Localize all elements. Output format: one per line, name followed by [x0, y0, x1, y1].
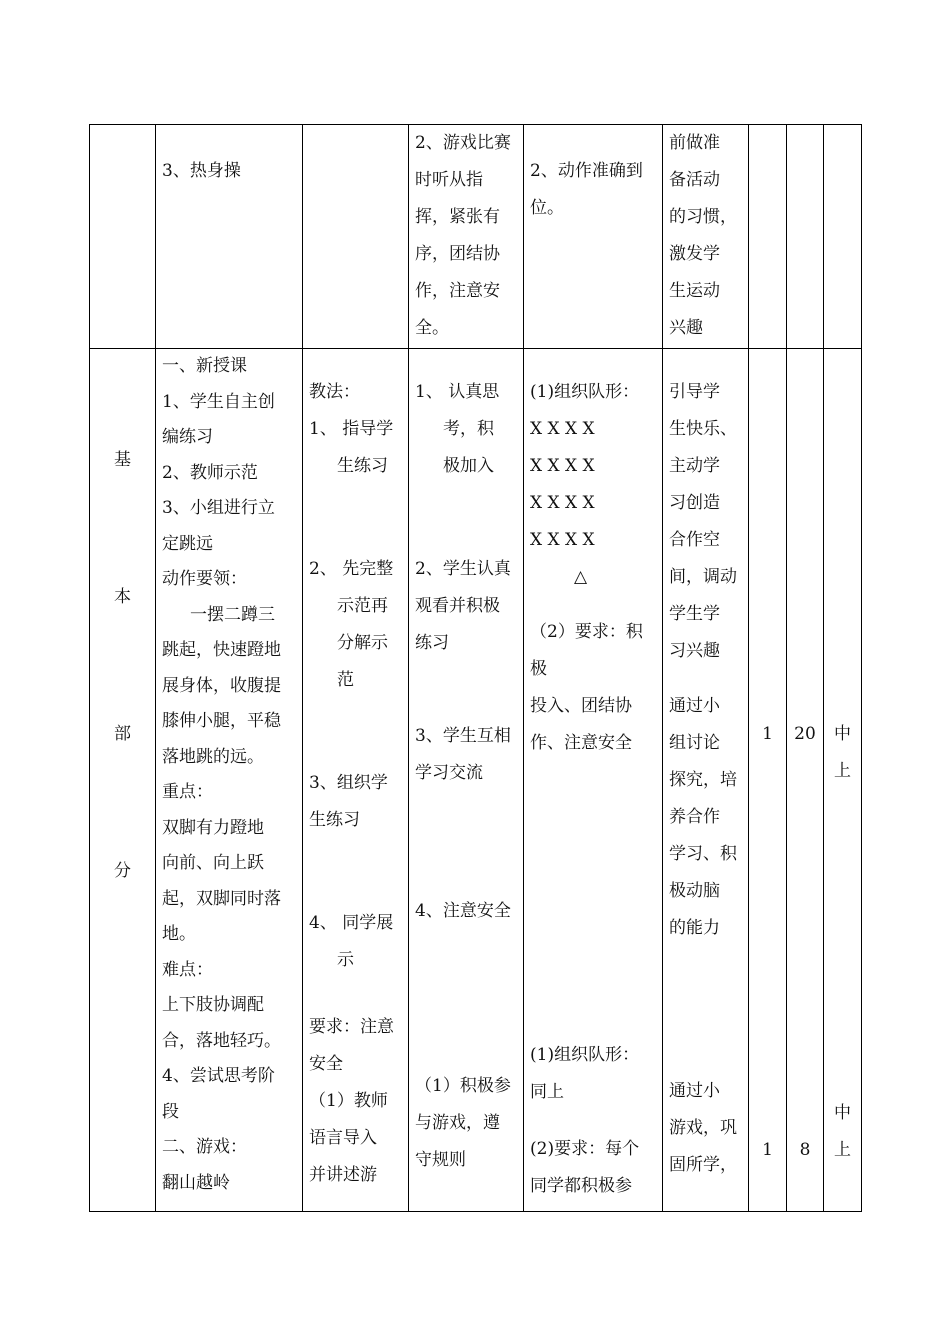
student-line: 挥，紧张有 [415, 207, 500, 227]
content-cell [156, 125, 303, 349]
student-line: 学习交流 [415, 763, 483, 783]
teacher-line: （1）教师 [309, 1091, 388, 1111]
teacher-line: 分解示 [337, 633, 388, 653]
purpose-line: 激发学 [669, 244, 720, 264]
content-line: 段 [162, 1101, 179, 1122]
student-line: 1、 认真思 [415, 382, 500, 402]
student-line: （1）积极参 [415, 1076, 511, 1096]
purpose-line: 生快乐、 [669, 419, 737, 439]
content-line: 地。 [162, 924, 196, 944]
content-line: 跳起，快速蹬地 [162, 640, 281, 660]
content-line: 翻山越岭 [162, 1172, 230, 1193]
content-line: 二、游戏： [162, 1137, 247, 1157]
content-line: 编练习 [162, 427, 213, 447]
section-cell [90, 125, 156, 349]
purpose-line: 游戏，巩 [669, 1118, 737, 1138]
content-line: 4、尝试思考阶 [162, 1066, 275, 1086]
content-cell [156, 349, 303, 1212]
teacher-position-icon: △ [574, 567, 588, 587]
minutes-cell [787, 125, 824, 349]
student-line: 2、学生认真 [415, 559, 511, 579]
org-line: （2）要求：积极 [530, 622, 643, 679]
lesson-plan-table [89, 124, 862, 1212]
content-line: 展身体，收腹提 [162, 675, 281, 696]
purpose-line: 的习惯， [669, 207, 737, 227]
times-cell [749, 349, 787, 1212]
content-line: 2、教师示范 [162, 462, 258, 483]
purpose-line: 固所学， [669, 1155, 737, 1175]
organization-cell [524, 125, 663, 349]
teacher-line: 教法： [309, 382, 360, 402]
purpose-cell [663, 125, 749, 349]
purpose-line: 合作空 [669, 530, 720, 550]
intensity-char: 中 [834, 724, 851, 744]
content-line: 向前、向上跃 [162, 853, 264, 873]
org-line: 同学都积极参 [530, 1176, 632, 1196]
content-line: 一、新授课 [162, 356, 247, 376]
purpose-line: 兴趣 [669, 318, 703, 338]
student-line: 极加入 [443, 456, 494, 476]
warmup-text: 3、热身操 [162, 161, 241, 181]
student-line: 与游戏，遵 [415, 1113, 500, 1133]
content-line: 重点： [162, 782, 213, 802]
purpose-line: 习兴趣 [669, 641, 720, 661]
minutes-cell [787, 349, 824, 1212]
organization-cell [524, 349, 663, 1212]
student-line: 考，积 [443, 419, 494, 439]
teacher-cell [303, 125, 409, 349]
purpose-cell [663, 349, 749, 1212]
content-line: 3、小组进行立 [162, 498, 275, 518]
student-line: 全。 [415, 318, 449, 338]
table-row [90, 125, 862, 349]
teacher-cell [303, 349, 409, 1212]
purpose-line: 间，调动 [669, 567, 737, 587]
content-line: 上下肢协调配 [162, 995, 264, 1015]
student-line: 守规则 [415, 1150, 466, 1170]
intensity-cell [824, 125, 862, 349]
formation-row: X X X X [530, 419, 595, 439]
section-label-char: 基 [114, 450, 131, 470]
purpose-line: 前做准 [669, 133, 720, 153]
student-line: 4、注意安全 [415, 901, 511, 921]
purpose-line: 生运动 [669, 281, 720, 301]
org-line: 同上 [530, 1082, 564, 1102]
content-line: 合，落地轻巧。 [162, 1030, 281, 1051]
content-line: 落地跳的远。 [162, 746, 264, 767]
content-line: 动作要领： [162, 569, 247, 589]
purpose-line: 学习、积 [669, 844, 737, 864]
purpose-line: 引导学 [669, 382, 720, 402]
formation-row: X X X X [530, 456, 595, 476]
purpose-line: 探究，培 [669, 770, 737, 790]
section-label-cell [90, 349, 156, 1212]
table-row [90, 349, 862, 1212]
student-line: 时听从指 [415, 170, 483, 190]
teacher-line: 4、 同学展 [309, 913, 394, 933]
section-label-char: 本 [114, 587, 131, 607]
teacher-line: 2、 先完整 [309, 559, 394, 579]
purpose-line: 的能力 [669, 918, 720, 938]
minutes-value: 8 [799, 1140, 811, 1160]
content-line: 难点： [162, 959, 213, 980]
purpose-line: 通过小 [669, 1081, 720, 1101]
teacher-line: 1、 指导学 [309, 419, 394, 439]
intensity-cell [824, 349, 862, 1212]
content-line: 1、学生自主创 [162, 391, 275, 412]
student-line: 作，注意安 [415, 281, 500, 301]
times-cell [749, 125, 787, 349]
content-line: 起，双脚同时落 [162, 888, 281, 909]
intensity-char: 中 [834, 1103, 851, 1123]
purpose-line: 备活动 [669, 170, 720, 190]
teacher-line: 并讲述游 [309, 1165, 377, 1185]
purpose-line: 极动脑 [669, 881, 720, 901]
student-line: 3、学生互相 [415, 726, 511, 746]
section-label-char: 部 [114, 724, 131, 744]
purpose-line: 学生学 [669, 604, 720, 624]
content-line: 定跳远 [162, 533, 213, 554]
section-label-char: 分 [114, 861, 131, 881]
student-line: 序，团结协 [415, 244, 500, 264]
student-cell [409, 349, 524, 1212]
intensity-char: 上 [834, 1140, 851, 1160]
teacher-line: 语言导入 [309, 1128, 377, 1148]
formation-row: X X X X [530, 530, 595, 550]
org-line: (1)组织队形： [530, 1045, 640, 1065]
teacher-line: 生练习 [309, 810, 360, 830]
times-value: 1 [762, 1140, 773, 1160]
intensity-char: 上 [834, 761, 851, 781]
times-value: 1 [762, 724, 773, 744]
student-line: 观看并积极 [415, 596, 500, 616]
student-cell [409, 125, 524, 349]
content-line: 双脚有力蹬地 [162, 817, 264, 838]
purpose-line: 组讨论 [669, 733, 720, 753]
purpose-line: 养合作 [669, 807, 720, 827]
student-line: 练习 [415, 633, 449, 653]
org-line: 投入、团结协 [530, 696, 632, 716]
purpose-line: 主动学 [669, 456, 720, 476]
teacher-line: 示范再 [337, 596, 388, 616]
purpose-line: 通过小 [669, 696, 720, 716]
org-line: (2)要求：每个 [530, 1139, 640, 1159]
org-line: 位。 [530, 198, 564, 218]
org-line: 作、注意安全 [530, 733, 632, 753]
teacher-line: 要求：注意 [309, 1017, 394, 1037]
org-line: (1)组织队形： [530, 382, 640, 402]
content-line: 一摆二蹲三 [190, 604, 275, 625]
student-line: 2、游戏比赛 [415, 133, 511, 153]
content-line: 膝伸小腿，平稳 [162, 711, 281, 731]
formation-row: X X X X [530, 493, 595, 513]
teacher-line: 生练习 [337, 456, 388, 476]
teacher-line: 3、组织学 [309, 773, 388, 793]
teacher-line: 范 [337, 670, 354, 690]
minutes-value: 20 [794, 724, 816, 744]
purpose-line: 习创造 [669, 493, 720, 513]
org-line: 2、动作准确到 [530, 161, 643, 181]
teacher-line: 示 [337, 950, 354, 970]
teacher-line: 安全 [309, 1054, 343, 1074]
